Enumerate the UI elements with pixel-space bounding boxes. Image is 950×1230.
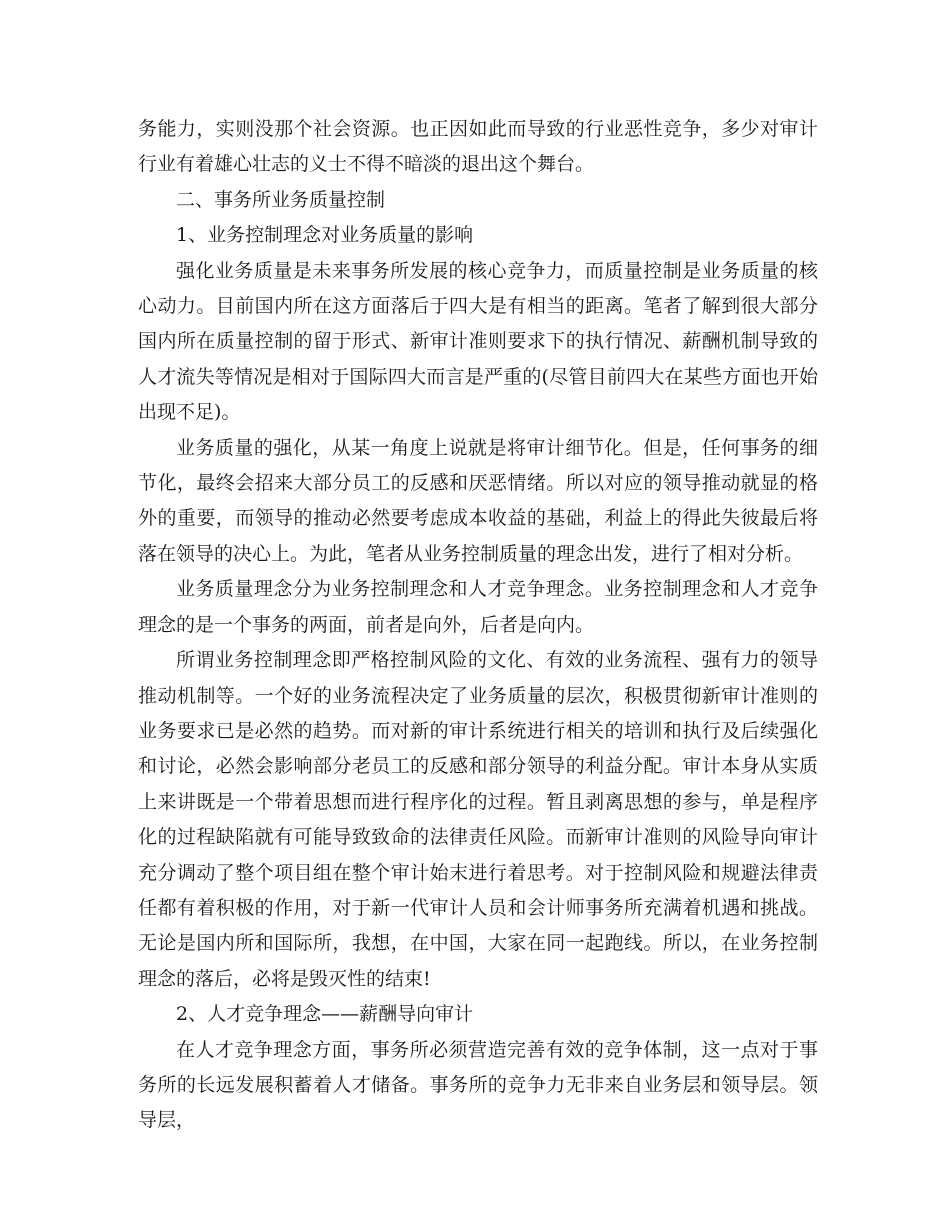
- paragraph: 业务质量的强化，从某一角度上说就是将审计细节化。但是，任何事务的细节化，最终会招来大部分员工的反感和厌恶情绪。所以对应的领导推动就显的格外的重要，而领导的推动必然要考虑成本收益的基础，利益上的得此失彼最后将落在领导的决心上。为此，笔者从业务控制质量的理念出发，进行了相对分析。: [138, 436, 818, 565]
- paragraph: 在人才竞争理念方面，事务所必须营造完善有效的竞争体制，这一点对于事务所的长远发展积蓄着人才储备。事务所的竞争力无非来自业务层和领导层。领导层，: [138, 1038, 818, 1132]
- subsection-heading: 1、业务控制理念对业务质量的影响: [176, 224, 474, 247]
- paragraph-continued: 务能力，实则没那个社会资源。也正因如此而导致的行业恶性竞争，多少对审计行业有着雄心壮志的义士不得不暗淡的退出这个舞台。: [138, 118, 818, 176]
- paragraph: 所谓业务控制理念即严格控制风险的文化、有效的业务流程、强有力的领导推动机制等。一个好的业务流程决定了业务质量的层次，积极贯彻新审计准则的业务要求已是必然的趋势。而对新的审计系统进行相关的培训和执行及后续强化和讨论，必然会影响部分老员工的反感和部分领导的利益分配。审计本身从实质上来讲既是一个带着思想而进行程序化的过程。暂且剥离思想的参与，单是程序化的过程缺陷就有可能导致致命的法律责任风险。而新审计准则的风险导向审计充分调动了整个项目组在整个审计始末进行着思考。对于控制风险和规避法律责任都有着积极的作用，对于新一代审计人员和会计师事务所充满着机遇和挑战。无论是国内所和国际所，我想，在中国，大家在同一起跑线。所以，在业务控制理念的落后，必将是毁灭性的结束!: [138, 649, 818, 990]
- paragraph: 业务质量理念分为业务控制理念和人才竞争理念。业务控制理念和人才竞争理念的是一个事务的两面，前者是向外，后者是向内。: [138, 578, 818, 636]
- section-heading: 二、事务所业务质量控制: [176, 188, 386, 211]
- subsection-heading: 2、人才竞争理念——薪酬导向审计: [176, 1003, 474, 1026]
- document-body: [138, 112, 818, 1139]
- paragraph: 强化业务质量是未来事务所发展的核心竞争力，而质量控制是业务质量的核心动力。目前国内所在这方面落后于四大是有相当的距离。笔者了解到很大部分国内所在质量控制的留于形式、新审计准则要求下的执行情况、薪酬机制导致的人才流失等情况是相对于国际四大而言是严重的(尽管目前四大在某些方面也开始出现不足)。: [138, 259, 818, 424]
